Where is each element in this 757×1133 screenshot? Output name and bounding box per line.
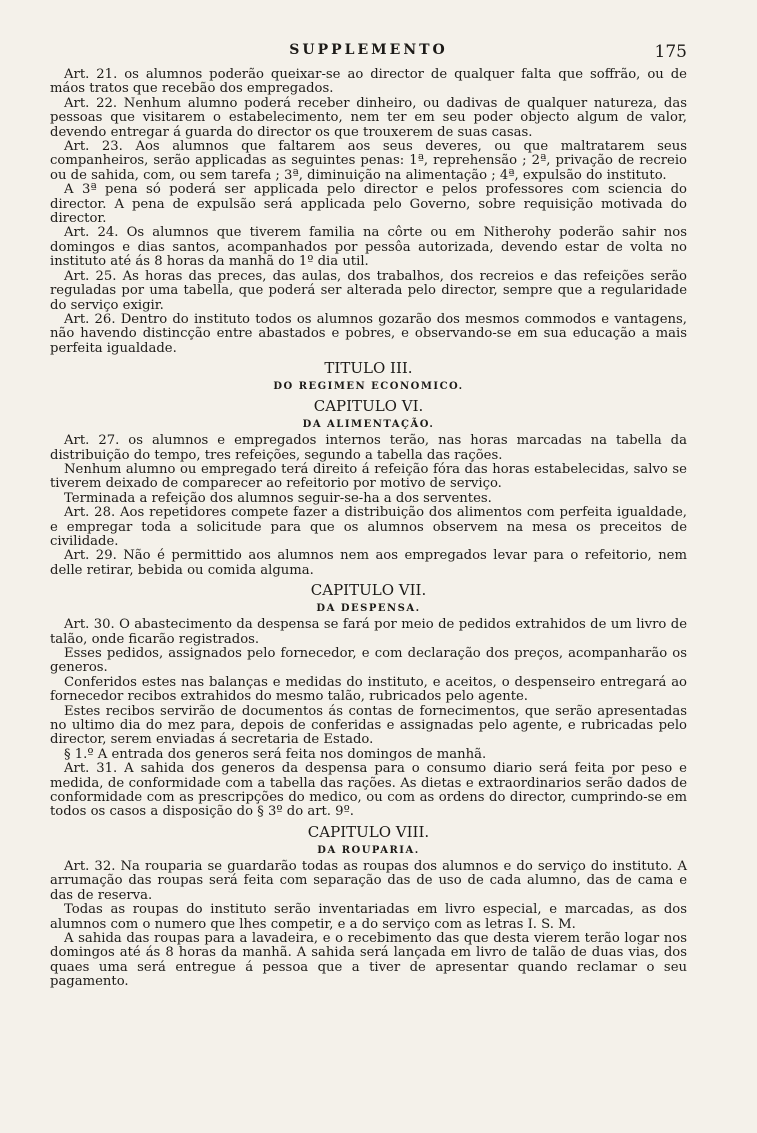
paragraph-art-21: Art. 21. os alumnos poderão queixar-se ao director de qualquer falta que soffrão, ou de máos tratos que recebão dos empregados.: [50, 67, 687, 97]
paragraph: Todas as roupas do instituto serão inventariadas em livro especial, e marcadas, as dos alumnos com o numero que lhes competir, e a do serviço com as letras I. S. M.: [50, 902, 687, 932]
paragraph: A sahida das roupas para a lavadeira, e o recebimento das que desta vierem terão logar nos domingos até ás 8 horas da manhã. A sahida será lançada em livro de talão de duas vias, dos quaes uma será entregue á pessoa que a tiver de apresentar quando reclamar o seu pagamento.: [50, 930, 687, 990]
paragraph: Nenhum alumno ou empregado terá direito á refeição fóra das horas estabelecidas, salvo se tiverem deixado de comparecer ao refeitorio por motivo de serviço.: [50, 461, 687, 492]
capitulo-heading: CAPITULO VI.: [313, 397, 424, 416]
paragraph-art-24: Art. 24. Os alumnos que tiverem familia na côrte ou em Nitherohy poderão sahir nos domingos e dias santos, acompanhados por pessôa autorizada, devendo estar de volta no instituto até ás 8 horas da manhã do 1º dia util.: [50, 225, 687, 270]
paragraph-art-27: Art. 27. os alumnos e empregados internos terão, nas horas marcadas na tabella da distribuição do tempo, tres refeições, segundo a tabella das rações.: [50, 433, 687, 463]
capitulo-heading: CAPITULO VII.: [310, 581, 427, 600]
paragraph-art-22: Art. 22. Nenhum alumno poderá receber dinheiro, ou dadivas de qualquer natureza, das pessoas que visitarem o estabelecimento, nem ter em seu poder objecto algum de valor, devendo entregar á guarda do director os que trouxerem de suas casas.: [50, 95, 687, 140]
capitulo-subheading: DA ROUPARIA.: [317, 844, 420, 856]
paragraph-art-26: Art. 26. Dentro do instituto todos os alumnos gozarão dos mesmos commodos e vantagens, não havendo distincção entre abastados e pobres, e observando-se em sua educação a mais perfeita igualdade.: [50, 311, 687, 356]
running-head: [50, 42, 687, 64]
paragraph-art-31: Art. 31. A sahida dos generos da despensa para o consumo diario será feita por peso e medida, de conformidade com a tabella das rações. As dietas e extraordinarios serão dados de conformidade com as prescripções do medico, ou com as ordens do director, cumprindo-se em todos os casos a disposição do § 3º do art. 9º.: [50, 761, 687, 820]
running-title: SUPPLEMENTO: [289, 42, 448, 58]
paragraph: § 1.º A entrada dos generos será feita nos domingos de manhã.: [64, 746, 487, 762]
capitulo-subheading: DA ALIMENTAÇÃO.: [302, 419, 435, 431]
document-body: [50, 68, 687, 990]
titulo-subheading: DO REGIMEN ECONOMICO.: [273, 381, 464, 393]
capitulo-subheading: DA DESPENSA.: [316, 603, 421, 615]
paragraph-art-30: Art. 30. O abastecimento da despensa se fará por meio de pedidos extrahidos de um livro de talão, onde ficarão registrados.: [50, 617, 687, 647]
paragraph: A 3ª pena só poderá ser applicada pelo director e pelos professores com sciencia do director. A pena de expulsão será applicada pelo Governo, sobre requisição motivada do director.: [50, 182, 687, 227]
page-number: 175: [654, 42, 687, 62]
paragraph-art-23: Art. 23. Aos alumnos que faltarem aos seus deveres, ou que maltratarem seus companheiros, serão applicadas as seguintes penas: 1ª, reprehensão ; 2ª, privação de recreio ou de sahida, com, ou sem tarefa ; 3ª, diminuição na alimentação ; 4ª, expulsão do instituto.: [50, 139, 687, 183]
paragraph: Conferidos estes nas balanças e medidas do instituto, e aceitos, o despenseiro entregará ao fornecedor recibos extrahidos do mesmo talão, rubricados pelo agente.: [50, 674, 687, 705]
capitulo-heading: CAPITULO VIII.: [307, 822, 430, 841]
titulo-heading: TITULO III.: [324, 359, 413, 378]
paragraph-art-25: Art. 25. As horas das preces, das aulas, dos trabalhos, dos recreios e das refeições serão reguladas por uma tabella, que poderá ser alterada pelo director, sempre que a regularidade do serviço exigir.: [50, 268, 687, 313]
paragraph-art-29: Art. 29. Não é permittido aos alumnos nem aos empregados levar para o refeitorio, nem delle retirar, bebida ou comida alguma.: [50, 548, 687, 578]
paragraph: Esses pedidos, assignados pelo fornecedor, e com declaração dos preços, acompanharão os generos.: [50, 646, 687, 676]
paragraph: Estes recibos servirão de documentos ás contas de fornecimentos, que serão apresentadas no ultimo dia do mez para, depois de conferidas e assignadas pelo agente, e rubricadas pelo director, serem enviadas á secretaria de Estado.: [50, 703, 687, 748]
paragraph-art-28: Art. 28. Aos repetidores compete fazer a distribuição dos alimentos com perfeita igualdade, e empregar toda a solicitude para que os alumnos observem na mesa os preceitos de civilidade.: [50, 505, 687, 549]
paragraph-art-32: Art. 32. Na rouparia se guardarão todas as roupas dos alumnos e do serviço do instituto. A arrumação das roupas será feita com separação das de uso de cada alumno, das de cama e das de reserva.: [50, 858, 687, 903]
paragraph: Terminada a refeição dos alumnos seguir-se-ha a dos serventes.: [64, 490, 492, 506]
